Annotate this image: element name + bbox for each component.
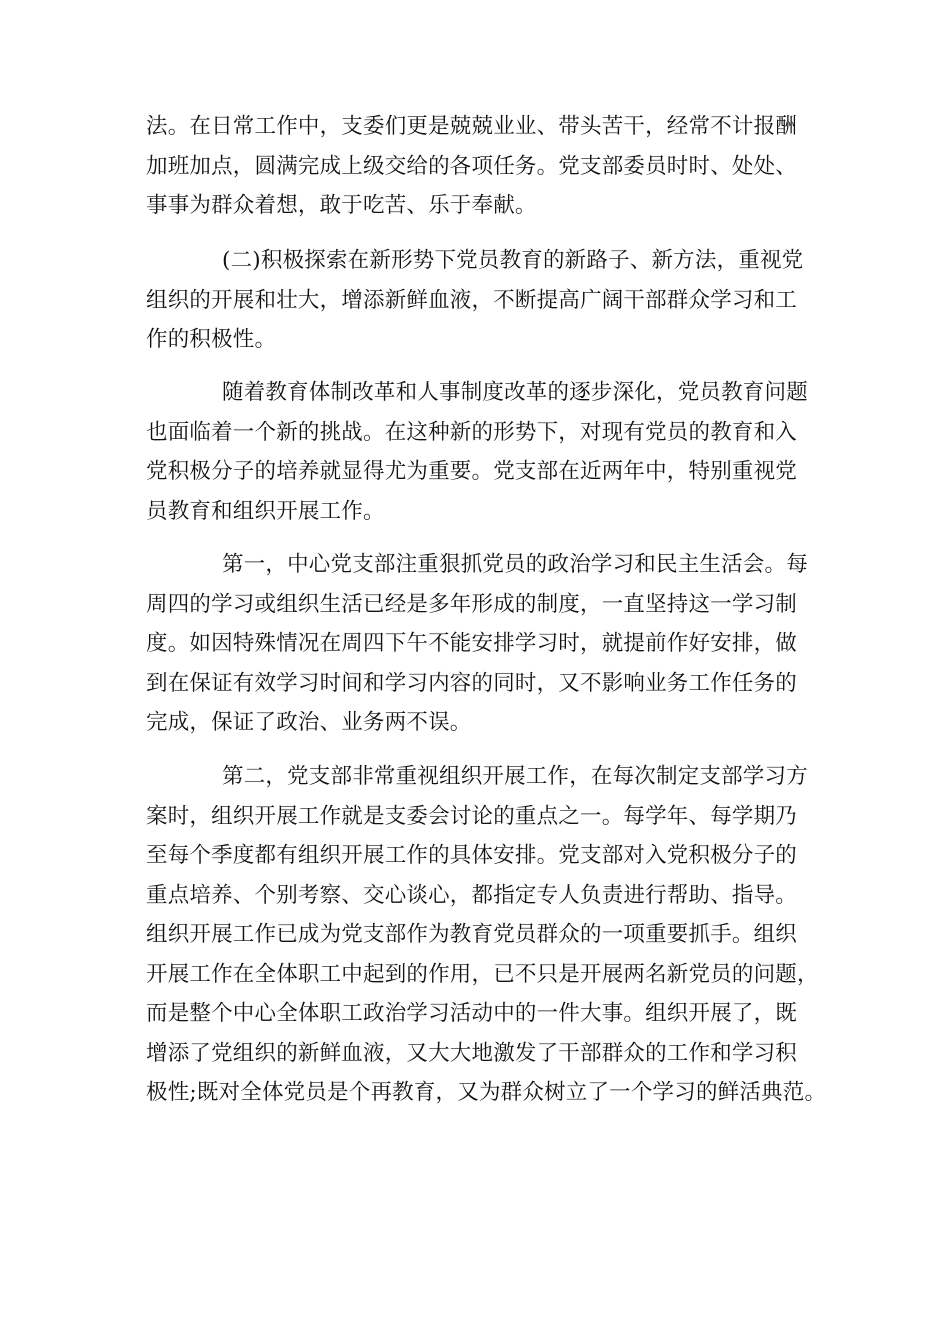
paragraph-1 xyxy=(146,107,816,226)
paragraph-line: 增添了党组织的新鲜血液，又大大地激发了干部群众的工作和学习积 xyxy=(146,1040,798,1066)
paragraph-line: 作的积极性。 xyxy=(146,327,277,352)
paragraph-2 xyxy=(146,241,816,360)
paragraph-line: 到在保证有效学习时间和学习内容的同时，又不影响业务工作任务的 xyxy=(146,670,798,696)
paragraph-line: 也面临着一个新的挑战。在这种新的形势下，对现有党员的教育和入 xyxy=(146,419,798,445)
paragraph-line: 而是整个中心全体职工政治学习活动中的一件大事。组织开展了，既 xyxy=(146,1001,798,1026)
paragraph-line: 度。如因特殊情况在周四下午不能安排学习时，就提前作好安排，做 xyxy=(146,631,798,656)
paragraph-line: 开展工作在全体职工中起到的作用，已不只是开展两名新党员的问题， xyxy=(146,961,819,987)
paragraph-3 xyxy=(146,373,816,531)
paragraph-line: 组织的开展和壮大，增添新鲜血液，不断提高广阔干部群众学习和工 xyxy=(146,287,798,313)
paragraph-line: 党积极分子的培养就显得尤为重要。党支部在近两年中，特别重视党 xyxy=(146,459,798,484)
paragraph-line: 法。在日常工作中，支委们更是兢兢业业、带头苦干，经常不计报酬 xyxy=(146,114,798,139)
paragraph-line: 员教育和组织开展工作。 xyxy=(146,498,385,524)
paragraph-line: 第二，党支部非常重视组织开展工作，在每次制定支部学习方 xyxy=(222,764,808,789)
paragraph-line: 至每个季度都有组织开展工作的具体安排。党支部对入党积极分子的 xyxy=(146,843,798,868)
paragraph-line: 完成，保证了政治、业务两不误。 xyxy=(146,710,472,735)
paragraph-line: 事事为群众着想，敢于吃苦、乐于奉献。 xyxy=(146,193,537,218)
paragraph-line: 随着教育体制改革和人事制度改革的逐步深化，党员教育问题 xyxy=(222,380,808,405)
paragraph-5 xyxy=(146,757,827,1113)
paragraph-4 xyxy=(146,545,816,743)
paragraph-line: 极性;既对全体党员是个再教育，又为群众树立了一个学习的鲜活典范。 xyxy=(146,1080,827,1105)
paragraph-line: 组织开展工作已成为党支部作为教育党员群众的一项重要抓手。组织 xyxy=(146,922,798,947)
paragraph-line: (二)积极探索在新形势下党员教育的新路子、新方法，重视党 xyxy=(222,248,804,273)
paragraph-line: 案时，组织开展工作就是支委会讨论的重点之一。每学年、每学期乃 xyxy=(146,803,798,829)
paragraph-line: 加班加点，圆满完成上级交给的各项任务。党支部委员时时、处处、 xyxy=(146,153,798,179)
paragraph-line: 周四的学习或组织生活已经是多年形成的制度，一直坚持这一学习制 xyxy=(146,591,798,617)
paragraph-line: 重点培养、个别考察、交心谈心，都指定专人负责进行帮助、指导。 xyxy=(146,882,798,908)
paragraph-line: 第一，中心党支部注重狠抓党员的政治学习和民主生活会。每 xyxy=(222,552,808,577)
